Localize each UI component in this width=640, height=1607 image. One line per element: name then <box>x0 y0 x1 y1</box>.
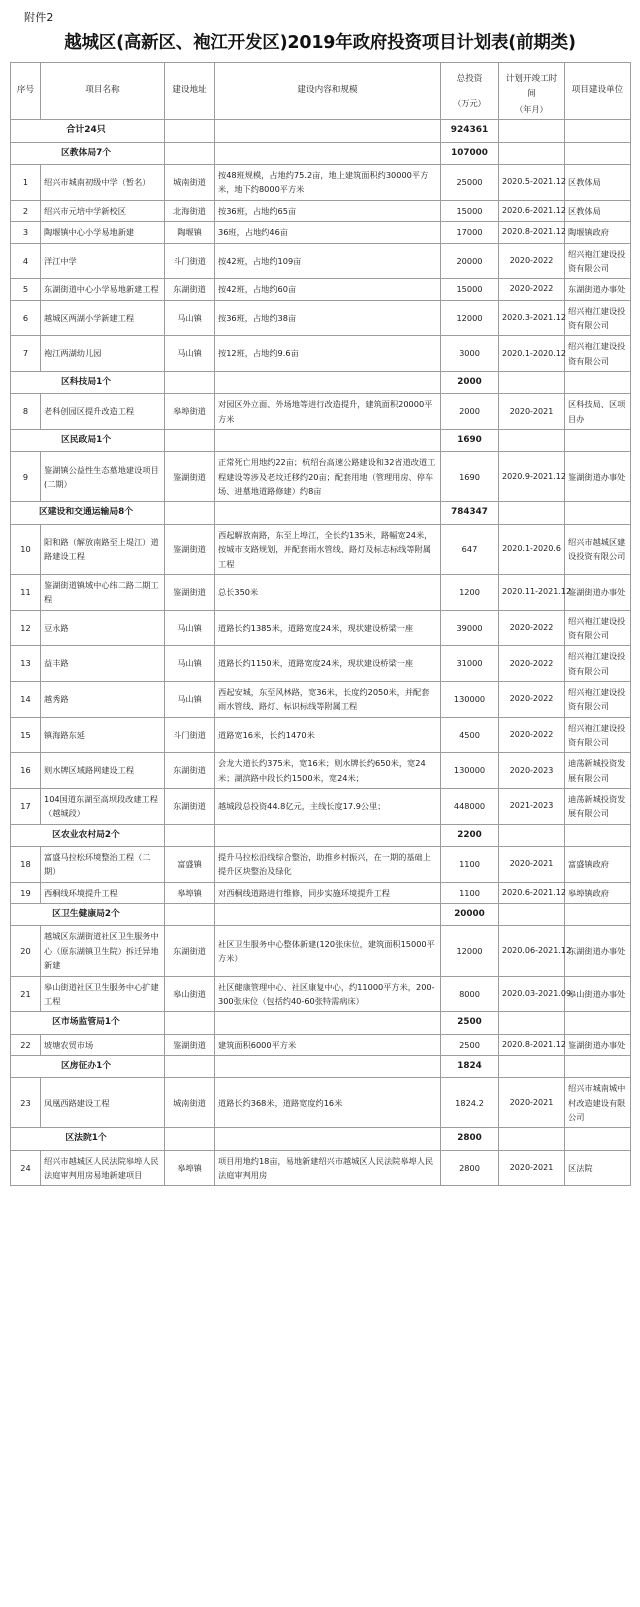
table-group-row <box>11 502 631 524</box>
cell-seq: 6 <box>11 300 41 336</box>
cell-investment: 12000 <box>441 926 499 976</box>
cell-addr <box>165 430 215 452</box>
cell-time: 2020-2021 <box>499 394 565 430</box>
cell-investment: 4500 <box>441 717 499 753</box>
cell-addr: 马山镇 <box>165 300 215 336</box>
cell-seq: 16 <box>11 753 41 789</box>
cell-desc: 西起解放南路，东至上埠江，全长约135米，路幅宽24米，按城市支路规划，并配套雨水管线、路灯及标志标线等附属工程 <box>215 524 441 574</box>
cell-unit <box>565 824 631 846</box>
cell-desc: 总长350米 <box>215 574 441 610</box>
cell-name: 凤凰西路建设工程 <box>41 1078 165 1128</box>
cell-label: 区市场监管局1个 <box>11 1012 165 1034</box>
cell-addr: 北海街道 <box>165 200 215 221</box>
cell-seq: 24 <box>11 1150 41 1186</box>
column-header-seq: 序号 <box>11 63 41 120</box>
cell-name: 阳和路（解放南路至上堤江）道路建设工程 <box>41 524 165 574</box>
table-row <box>11 1150 631 1186</box>
cell-seq: 14 <box>11 681 41 717</box>
cell-desc: 社区卫生服务中心整体新建(120张床位，建筑面积15000平方米） <box>215 926 441 976</box>
cell-addr: 富盛镇 <box>165 847 215 883</box>
cell-addr <box>165 502 215 524</box>
cell-addr: 皋埠镇 <box>165 1150 215 1186</box>
table-row <box>11 646 631 682</box>
cell-time: 2020-2023 <box>499 753 565 789</box>
cell-label: 区房征办1个 <box>11 1055 165 1077</box>
cell-time: 2020.1-2020.6 <box>499 524 565 574</box>
column-header-investment <box>441 63 499 120</box>
cell-investment: 107000 <box>441 142 499 164</box>
cell-investment: 130000 <box>441 681 499 717</box>
cell-desc: 会龙大道长约375米，宽16米；则水牌长约650米，宽24米；湖滨路中段长约1500米，宽24米； <box>215 753 441 789</box>
cell-investment: 924361 <box>441 120 499 143</box>
cell-unit <box>565 1012 631 1034</box>
table-row <box>11 753 631 789</box>
cell-desc <box>215 1128 441 1150</box>
cell-addr: 城南街道 <box>165 1078 215 1128</box>
table-row <box>11 926 631 976</box>
cell-desc <box>215 1012 441 1034</box>
cell-addr: 城南街道 <box>165 165 215 201</box>
cell-name: 益丰路 <box>41 646 165 682</box>
cell-time <box>499 430 565 452</box>
cell-time <box>499 120 565 143</box>
cell-unit: 绍兴袍江建设投资有限公司 <box>565 610 631 646</box>
cell-unit <box>565 430 631 452</box>
cell-name: 越城区两湖小学新建工程 <box>41 300 165 336</box>
cell-investment: 448000 <box>441 788 499 824</box>
cell-unit: 区教体局 <box>565 200 631 221</box>
cell-seq: 23 <box>11 1078 41 1128</box>
table-group-row <box>11 371 631 393</box>
cell-seq: 8 <box>11 394 41 430</box>
table-group-row <box>11 1012 631 1034</box>
cell-label: 区卫生健康局2个 <box>11 904 165 926</box>
cell-unit <box>565 904 631 926</box>
cell-name: 洋江中学 <box>41 243 165 279</box>
cell-addr: 鉴湖街道 <box>165 524 215 574</box>
cell-desc <box>215 1055 441 1077</box>
cell-name: 越秀路 <box>41 681 165 717</box>
cell-addr: 斗门街道 <box>165 243 215 279</box>
cell-seq: 19 <box>11 882 41 903</box>
cell-time <box>499 502 565 524</box>
cell-label: 区法院1个 <box>11 1128 165 1150</box>
cell-name: 鉴湖镇公益性生态墓地建设项目(二期） <box>41 452 165 502</box>
table-row <box>11 222 631 243</box>
cell-unit: 鉴湖街道办事处 <box>565 1034 631 1055</box>
cell-time <box>499 824 565 846</box>
column-header-description: 建设内容和规模 <box>215 63 441 120</box>
cell-desc: 按48班规模，占地约75.2亩，地上建筑面积约30000平方米，地下约8000平方米 <box>215 165 441 201</box>
cell-investment: 15000 <box>441 200 499 221</box>
cell-time <box>499 1128 565 1150</box>
cell-desc <box>215 120 441 143</box>
cell-time: 2020-2021 <box>499 1150 565 1186</box>
table-group-row <box>11 430 631 452</box>
cell-time: 2020-2022 <box>499 279 565 300</box>
project-plan-table <box>10 62 631 1186</box>
cell-time: 2020.5-2021.12 <box>499 165 565 201</box>
cell-investment: 130000 <box>441 753 499 789</box>
cell-unit: 陶堰镇政府 <box>565 222 631 243</box>
cell-time: 2020-2022 <box>499 717 565 753</box>
cell-unit: 富盛镇政府 <box>565 847 631 883</box>
cell-seq: 5 <box>11 279 41 300</box>
cell-unit: 绍兴市越城区建设投资有限公司 <box>565 524 631 574</box>
column-header-unit: 项目建设单位 <box>565 63 631 120</box>
cell-name: 镇海路东延 <box>41 717 165 753</box>
cell-desc: 建筑面积6000平方米 <box>215 1034 441 1055</box>
cell-addr: 东湖街道 <box>165 279 215 300</box>
cell-investment: 31000 <box>441 646 499 682</box>
cell-addr <box>165 142 215 164</box>
cell-addr: 陶堰镇 <box>165 222 215 243</box>
cell-time: 2020-2022 <box>499 243 565 279</box>
cell-addr: 马山镇 <box>165 646 215 682</box>
column-header-name: 项目名称 <box>41 63 165 120</box>
cell-time: 2020-2021 <box>499 847 565 883</box>
cell-name: 则水牌区域路网建设工程 <box>41 753 165 789</box>
cell-seq: 20 <box>11 926 41 976</box>
cell-addr: 鉴湖街道 <box>165 574 215 610</box>
cell-investment: 1100 <box>441 882 499 903</box>
table-group-row <box>11 1128 631 1150</box>
cell-label: 区农业农村局2个 <box>11 824 165 846</box>
cell-name: 绍兴市越城区人民法院皋埠人民法庭审判用房易地新建项目 <box>41 1150 165 1186</box>
cell-unit: 区科技局、区项目办 <box>565 394 631 430</box>
cell-desc: 对西桐线道路进行维修，同步实施环境提升工程 <box>215 882 441 903</box>
cell-label: 区科技局1个 <box>11 371 165 393</box>
cell-addr <box>165 1055 215 1077</box>
cell-name: 西桐线环境提升工程 <box>41 882 165 903</box>
cell-seq: 10 <box>11 524 41 574</box>
column-header-address: 建设地址 <box>165 63 215 120</box>
cell-time: 2020.03-2021.09 <box>499 976 565 1012</box>
cell-investment: 12000 <box>441 300 499 336</box>
cell-desc: 项目用地约18亩，易地新建绍兴市越城区人民法院皋埠人民法庭审判用房 <box>215 1150 441 1186</box>
cell-unit: 皋埠镇政府 <box>565 882 631 903</box>
cell-time: 2020.06-2021.12 <box>499 926 565 976</box>
cell-seq: 2 <box>11 200 41 221</box>
cell-desc <box>215 371 441 393</box>
cell-time: 2020.1-2020.12 <box>499 336 565 372</box>
cell-name: 豆永路 <box>41 610 165 646</box>
table-header <box>11 63 631 120</box>
cell-investment: 1824 <box>441 1055 499 1077</box>
table-group-row <box>11 904 631 926</box>
cell-name: 鉴湖街道镇域中心纬二路二期工程 <box>41 574 165 610</box>
cell-investment: 2000 <box>441 371 499 393</box>
cell-investment: 1690 <box>441 430 499 452</box>
cell-name: 富盛马拉松环境整治工程（二期） <box>41 847 165 883</box>
cell-label: 区教体局7个 <box>11 142 165 164</box>
cell-time <box>499 1012 565 1034</box>
cell-desc: 社区健康管理中心、社区康复中心，约11000平方米，200-300张床位（包括约40-60张特需病床） <box>215 976 441 1012</box>
cell-desc: 正常死亡用地约22亩；杭绍台高速公路建设和32省道改道工程建设等涉及老坟迁移约20亩；配套用地（管理用房、停车场、进墓地道路修建）约8亩 <box>215 452 441 502</box>
cell-investment: 1100 <box>441 847 499 883</box>
cell-time: 2020-2021 <box>499 1078 565 1128</box>
cell-addr: 马山镇 <box>165 336 215 372</box>
cell-unit: 区教体局 <box>565 165 631 201</box>
cell-investment: 17000 <box>441 222 499 243</box>
cell-unit <box>565 502 631 524</box>
cell-seq: 21 <box>11 976 41 1012</box>
cell-unit <box>565 142 631 164</box>
cell-investment: 15000 <box>441 279 499 300</box>
cell-desc: 按12班，占地约9.6亩 <box>215 336 441 372</box>
table-row <box>11 300 631 336</box>
cell-name: 袍江两湖幼儿园 <box>41 336 165 372</box>
cell-seq: 1 <box>11 165 41 201</box>
cell-investment: 3000 <box>441 336 499 372</box>
table-row <box>11 574 631 610</box>
cell-desc: 按36班，占地约38亩 <box>215 300 441 336</box>
cell-investment: 2500 <box>441 1034 499 1055</box>
table-row <box>11 882 631 903</box>
cell-seq: 15 <box>11 717 41 753</box>
cell-unit <box>565 371 631 393</box>
cell-desc: 道路长约368米，道路宽度约16米 <box>215 1078 441 1128</box>
column-header-schedule-unit: （年月） <box>515 104 548 115</box>
cell-time <box>499 1055 565 1077</box>
cell-unit: 绍兴市城南城中村改造建设有限公司 <box>565 1078 631 1128</box>
cell-addr: 东湖街道 <box>165 788 215 824</box>
table-row <box>11 788 631 824</box>
cell-investment: 8000 <box>441 976 499 1012</box>
cell-time: 2020.11-2021.12 <box>499 574 565 610</box>
cell-desc <box>215 430 441 452</box>
table-group-row <box>11 824 631 846</box>
column-header-investment-title: 总投资 <box>456 74 483 84</box>
cell-unit: 东湖街道办事处 <box>565 279 631 300</box>
cell-time <box>499 904 565 926</box>
cell-seq: 11 <box>11 574 41 610</box>
table-row <box>11 717 631 753</box>
cell-seq: 12 <box>11 610 41 646</box>
cell-desc: 越城段总投资44.8亿元，主线长度17.9公里； <box>215 788 441 824</box>
cell-name: 坡塘农贸市场 <box>41 1034 165 1055</box>
cell-seq: 17 <box>11 788 41 824</box>
cell-investment: 2500 <box>441 1012 499 1034</box>
cell-investment: 1824.2 <box>441 1078 499 1128</box>
cell-addr: 东湖街道 <box>165 753 215 789</box>
cell-seq: 4 <box>11 243 41 279</box>
cell-unit: 迪荡新城投资发展有限公司 <box>565 753 631 789</box>
cell-unit: 皋山街道办事处 <box>565 976 631 1012</box>
cell-name: 越城区东湖街道社区卫生服务中心（原东湖镇卫生院）拆迁异地新建 <box>41 926 165 976</box>
cell-time: 2020-2022 <box>499 681 565 717</box>
cell-unit: 绍兴袍江建设投资有限公司 <box>565 300 631 336</box>
cell-desc: 道路长约1385米，道路宽度24米，现状建设桥梁一座 <box>215 610 441 646</box>
cell-addr: 皋山街道 <box>165 976 215 1012</box>
cell-investment: 784347 <box>441 502 499 524</box>
table-row <box>11 200 631 221</box>
cell-name: 绍兴市元培中学新校区 <box>41 200 165 221</box>
cell-addr <box>165 371 215 393</box>
cell-time: 2020.9-2021.12 <box>499 452 565 502</box>
cell-investment: 1690 <box>441 452 499 502</box>
table-row <box>11 279 631 300</box>
cell-addr: 鉴湖街道 <box>165 1034 215 1055</box>
cell-investment: 2200 <box>441 824 499 846</box>
cell-investment: 20000 <box>441 243 499 279</box>
cell-unit: 绍兴袍江建设投资有限公司 <box>565 681 631 717</box>
cell-addr: 东湖街道 <box>165 926 215 976</box>
cell-unit: 迪荡新城投资发展有限公司 <box>565 788 631 824</box>
cell-time: 2020-2022 <box>499 646 565 682</box>
table-row <box>11 452 631 502</box>
table-row <box>11 524 631 574</box>
cell-name: 104国道东湖至高坝段改建工程（越城段） <box>41 788 165 824</box>
cell-addr: 斗门街道 <box>165 717 215 753</box>
cell-desc: 对园区外立面、外场地等进行改造提升，建筑面积20000平方米 <box>215 394 441 430</box>
page-title: 越城区(高新区、袍江开发区)2019年政府投资项目计划表(前期类) <box>64 33 576 53</box>
cell-desc: 道路长约1150米，道路宽度24米，现状建设桥梁一座 <box>215 646 441 682</box>
table-row <box>11 243 631 279</box>
column-header-schedule-title: 计划开竣工时间 <box>505 74 558 100</box>
cell-addr: 马山镇 <box>165 681 215 717</box>
cell-seq: 7 <box>11 336 41 372</box>
cell-investment: 39000 <box>441 610 499 646</box>
cell-name: 皋山街道社区卫生服务中心扩建工程 <box>41 976 165 1012</box>
cell-addr: 皋埠街道 <box>165 394 215 430</box>
cell-unit: 绍兴袍江建设投资有限公司 <box>565 646 631 682</box>
cell-seq: 3 <box>11 222 41 243</box>
table-row <box>11 394 631 430</box>
cell-label: 区建设和交通运输局8个 <box>11 502 165 524</box>
cell-unit: 区法院 <box>565 1150 631 1186</box>
cell-investment: 20000 <box>441 904 499 926</box>
cell-time <box>499 371 565 393</box>
cell-unit: 东湖街道办事处 <box>565 926 631 976</box>
cell-seq: 9 <box>11 452 41 502</box>
cell-seq: 13 <box>11 646 41 682</box>
cell-desc: 道路宽16米，长约1470米 <box>215 717 441 753</box>
cell-desc <box>215 904 441 926</box>
cell-time <box>499 142 565 164</box>
cell-time: 2020.6-2021.12 <box>499 200 565 221</box>
cell-desc: 按42班，占地约109亩 <box>215 243 441 279</box>
cell-name: 东湖街道中心小学易地新建工程 <box>41 279 165 300</box>
table-row <box>11 165 631 201</box>
cell-desc: 提升马拉松沿线综合整治，助推乡村振兴，在一期的基础上提升区块整治及绿化 <box>215 847 441 883</box>
cell-investment: 25000 <box>441 165 499 201</box>
table-total-row <box>11 120 631 143</box>
cell-unit: 绍兴袍江建设投资有限公司 <box>565 336 631 372</box>
cell-time: 2020.3-2021.12 <box>499 300 565 336</box>
cell-time: 2020.8-2021.12 <box>499 1034 565 1055</box>
cell-desc <box>215 142 441 164</box>
cell-desc: 按42班，占地约60亩 <box>215 279 441 300</box>
cell-addr <box>165 120 215 143</box>
cell-name: 陶堰镇中心小学易地新建 <box>41 222 165 243</box>
cell-addr: 鉴湖街道 <box>165 452 215 502</box>
cell-addr <box>165 1128 215 1150</box>
table-row <box>11 336 631 372</box>
cell-unit: 绍兴袍江建设投资有限公司 <box>565 717 631 753</box>
cell-unit: 绍兴袍江建设投资有限公司 <box>565 243 631 279</box>
table-row <box>11 1034 631 1055</box>
cell-addr: 皋埠镇 <box>165 882 215 903</box>
table-group-row <box>11 1055 631 1077</box>
cell-seq: 18 <box>11 847 41 883</box>
cell-seq: 22 <box>11 1034 41 1055</box>
cell-unit <box>565 1055 631 1077</box>
cell-desc: 36班，占地约46亩 <box>215 222 441 243</box>
table-body <box>11 120 631 1186</box>
cell-investment: 2000 <box>441 394 499 430</box>
cell-investment: 2800 <box>441 1150 499 1186</box>
column-header-schedule <box>499 63 565 120</box>
table-row <box>11 976 631 1012</box>
cell-name: 绍兴市城南初级中学（暂名） <box>41 165 165 201</box>
cell-name: 老科创园区提升改造工程 <box>41 394 165 430</box>
cell-time: 2020.6-2021.12 <box>499 882 565 903</box>
cell-addr <box>165 824 215 846</box>
cell-desc: 西起安城，东至风林路，宽36米，长度约2050米，并配套雨水管线、路灯、标识标线等附属工程 <box>215 681 441 717</box>
cell-desc <box>215 824 441 846</box>
table-group-row <box>11 142 631 164</box>
cell-unit <box>565 1128 631 1150</box>
cell-desc: 按36班，占地约65亩 <box>215 200 441 221</box>
cell-label: 合计24只 <box>11 120 165 143</box>
cell-unit <box>565 120 631 143</box>
cell-addr: 马山镇 <box>165 610 215 646</box>
column-header-investment-unit: （万元） <box>453 97 486 108</box>
table-row <box>11 681 631 717</box>
cell-addr <box>165 1012 215 1034</box>
table-row <box>11 847 631 883</box>
cell-unit: 鉴湖街道办事处 <box>565 574 631 610</box>
table-row <box>11 1078 631 1128</box>
attachment-label: 附件2 <box>24 11 54 24</box>
cell-desc <box>215 502 441 524</box>
cell-investment: 2800 <box>441 1128 499 1150</box>
cell-addr <box>165 904 215 926</box>
cell-label: 区民政局1个 <box>11 430 165 452</box>
table-header-row <box>11 63 631 120</box>
table-row <box>11 610 631 646</box>
cell-time: 2020.8-2021.12 <box>499 222 565 243</box>
cell-time: 2021-2023 <box>499 788 565 824</box>
cell-unit: 鉴湖街道办事处 <box>565 452 631 502</box>
cell-investment: 1200 <box>441 574 499 610</box>
cell-time: 2020-2022 <box>499 610 565 646</box>
cell-investment: 647 <box>441 524 499 574</box>
